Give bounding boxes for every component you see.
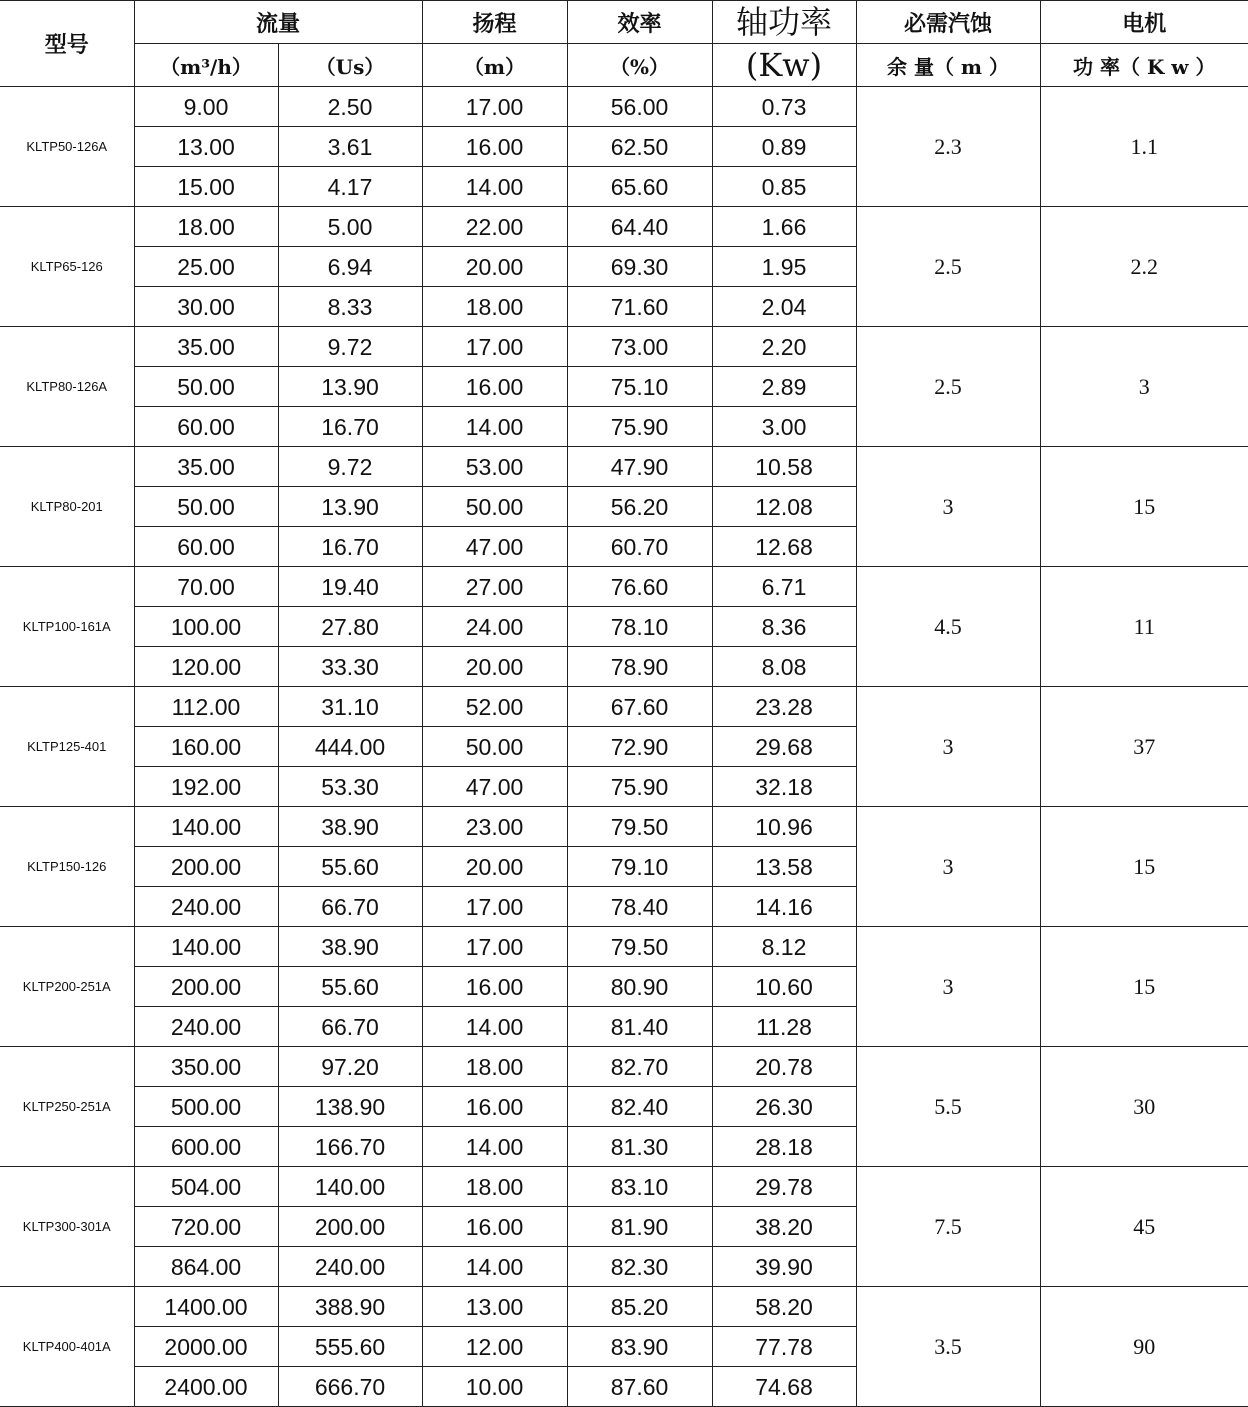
table-header: [0, 1, 1248, 87]
npsh-cell: 4.5: [856, 567, 1040, 687]
head-cell: 22.00: [422, 207, 567, 247]
head-cell: 12.00: [422, 1327, 567, 1367]
shaft-power-cell: 20.78: [712, 1047, 856, 1087]
flow-ls-cell: 2.50: [278, 87, 422, 127]
model-cell: KLTP150-126: [0, 807, 134, 927]
flow-ls-cell: 66.70: [278, 887, 422, 927]
header-flow-unit-m3h: （m³/h）: [134, 44, 278, 87]
flow-m3h-cell: 200.00: [134, 847, 278, 887]
flow-ls-cell: 140.00: [278, 1167, 422, 1207]
efficiency-cell: 83.10: [567, 1167, 712, 1207]
efficiency-cell: 75.90: [567, 407, 712, 447]
efficiency-cell: 64.40: [567, 207, 712, 247]
flow-m3h-cell: 504.00: [134, 1167, 278, 1207]
flow-ls-cell: 55.60: [278, 847, 422, 887]
motor-power-cell: 15: [1040, 807, 1248, 927]
efficiency-cell: 82.30: [567, 1247, 712, 1287]
flow-ls-cell: 33.30: [278, 647, 422, 687]
motor-power-cell: 30: [1040, 1047, 1248, 1167]
flow-ls-cell: 13.90: [278, 367, 422, 407]
motor-power-cell: 90: [1040, 1287, 1248, 1407]
head-cell: 47.00: [422, 767, 567, 807]
flow-m3h-cell: 70.00: [134, 567, 278, 607]
head-cell: 17.00: [422, 87, 567, 127]
flow-ls-cell: 13.90: [278, 487, 422, 527]
efficiency-cell: 69.30: [567, 247, 712, 287]
shaft-power-cell: 28.18: [712, 1127, 856, 1167]
shaft-power-cell: 6.71: [712, 567, 856, 607]
flow-m3h-cell: 240.00: [134, 887, 278, 927]
header-head-unit: （m）: [422, 44, 567, 87]
shaft-power-cell: 29.78: [712, 1167, 856, 1207]
flow-m3h-cell: 350.00: [134, 1047, 278, 1087]
table-row: [0, 687, 1248, 727]
efficiency-cell: 78.10: [567, 607, 712, 647]
flow-m3h-cell: 100.00: [134, 607, 278, 647]
npsh-cell: 2.3: [856, 87, 1040, 207]
flow-ls-cell: 8.33: [278, 287, 422, 327]
flow-m3h-cell: 18.00: [134, 207, 278, 247]
table-row: [0, 567, 1248, 607]
efficiency-cell: 67.60: [567, 687, 712, 727]
npsh-cell: 7.5: [856, 1167, 1040, 1287]
shaft-power-cell: 10.58: [712, 447, 856, 487]
flow-ls-cell: 19.40: [278, 567, 422, 607]
flow-ls-cell: 4.17: [278, 167, 422, 207]
head-cell: 47.00: [422, 527, 567, 567]
shaft-power-cell: 11.28: [712, 1007, 856, 1047]
header-shaft-power-unit: (Kw): [712, 44, 856, 87]
shaft-power-cell: 38.20: [712, 1207, 856, 1247]
table-row: [0, 447, 1248, 487]
shaft-power-cell: 8.12: [712, 927, 856, 967]
flow-ls-cell: 97.20: [278, 1047, 422, 1087]
head-cell: 17.00: [422, 327, 567, 367]
efficiency-cell: 79.10: [567, 847, 712, 887]
head-cell: 14.00: [422, 1127, 567, 1167]
head-cell: 53.00: [422, 447, 567, 487]
head-cell: 20.00: [422, 847, 567, 887]
head-cell: 16.00: [422, 967, 567, 1007]
flow-m3h-cell: 9.00: [134, 87, 278, 127]
model-cell: KLTP300-301A: [0, 1167, 134, 1287]
shaft-power-cell: 14.16: [712, 887, 856, 927]
flow-m3h-cell: 1400.00: [134, 1287, 278, 1327]
flow-ls-cell: 66.70: [278, 1007, 422, 1047]
motor-power-cell: 3: [1040, 327, 1248, 447]
model-cell: KLTP250-251A: [0, 1047, 134, 1167]
efficiency-cell: 71.60: [567, 287, 712, 327]
table-row: [0, 207, 1248, 247]
flow-m3h-cell: 140.00: [134, 927, 278, 967]
flow-ls-cell: 5.00: [278, 207, 422, 247]
shaft-power-cell: 3.00: [712, 407, 856, 447]
efficiency-cell: 65.60: [567, 167, 712, 207]
head-cell: 14.00: [422, 1007, 567, 1047]
model-cell: KLTP125-401: [0, 687, 134, 807]
table-body: [0, 87, 1248, 1407]
shaft-power-cell: 10.60: [712, 967, 856, 1007]
model-cell: KLTP65-126: [0, 207, 134, 327]
flow-ls-cell: 3.61: [278, 127, 422, 167]
table-row: [0, 1287, 1248, 1327]
shaft-power-cell: 26.30: [712, 1087, 856, 1127]
table-row: [0, 1047, 1248, 1087]
flow-m3h-cell: 60.00: [134, 527, 278, 567]
flow-ls-cell: 16.70: [278, 527, 422, 567]
flow-m3h-cell: 2400.00: [134, 1367, 278, 1407]
flow-ls-cell: 240.00: [278, 1247, 422, 1287]
flow-ls-cell: 53.30: [278, 767, 422, 807]
flow-ls-cell: 16.70: [278, 407, 422, 447]
npsh-cell: 3: [856, 927, 1040, 1047]
efficiency-cell: 87.60: [567, 1367, 712, 1407]
efficiency-cell: 76.60: [567, 567, 712, 607]
npsh-cell: 2.5: [856, 327, 1040, 447]
flow-ls-cell: 166.70: [278, 1127, 422, 1167]
flow-ls-cell: 31.10: [278, 687, 422, 727]
efficiency-cell: 78.90: [567, 647, 712, 687]
table-row: [0, 807, 1248, 847]
motor-power-cell: 2.2: [1040, 207, 1248, 327]
shaft-power-cell: 0.73: [712, 87, 856, 127]
efficiency-cell: 85.20: [567, 1287, 712, 1327]
flow-m3h-cell: 25.00: [134, 247, 278, 287]
table-row: [0, 927, 1248, 967]
shaft-power-cell: 74.68: [712, 1367, 856, 1407]
head-cell: 16.00: [422, 1087, 567, 1127]
flow-m3h-cell: 140.00: [134, 807, 278, 847]
flow-m3h-cell: 35.00: [134, 447, 278, 487]
shaft-power-cell: 2.89: [712, 367, 856, 407]
header-shaft-power: 轴功率: [712, 1, 856, 44]
head-cell: 24.00: [422, 607, 567, 647]
efficiency-cell: 79.50: [567, 807, 712, 847]
shaft-power-cell: 1.66: [712, 207, 856, 247]
efficiency-cell: 56.20: [567, 487, 712, 527]
flow-m3h-cell: 35.00: [134, 327, 278, 367]
shaft-power-cell: 10.96: [712, 807, 856, 847]
efficiency-cell: 83.90: [567, 1327, 712, 1367]
head-cell: 13.00: [422, 1287, 567, 1327]
efficiency-cell: 79.50: [567, 927, 712, 967]
shaft-power-cell: 0.89: [712, 127, 856, 167]
flow-m3h-cell: 864.00: [134, 1247, 278, 1287]
table-row: [0, 327, 1248, 367]
shaft-power-cell: 13.58: [712, 847, 856, 887]
npsh-cell: 3: [856, 687, 1040, 807]
flow-m3h-cell: 30.00: [134, 287, 278, 327]
model-cell: KLTP50-126A: [0, 87, 134, 207]
shaft-power-cell: 39.90: [712, 1247, 856, 1287]
efficiency-cell: 80.90: [567, 967, 712, 1007]
head-cell: 20.00: [422, 647, 567, 687]
efficiency-cell: 75.10: [567, 367, 712, 407]
efficiency-cell: 73.00: [567, 327, 712, 367]
shaft-power-cell: 12.08: [712, 487, 856, 527]
model-cell: KLTP200-251A: [0, 927, 134, 1047]
motor-power-cell: 37: [1040, 687, 1248, 807]
head-cell: 14.00: [422, 1247, 567, 1287]
head-cell: 18.00: [422, 287, 567, 327]
efficiency-cell: 72.90: [567, 727, 712, 767]
shaft-power-cell: 29.68: [712, 727, 856, 767]
head-cell: 14.00: [422, 167, 567, 207]
efficiency-cell: 82.70: [567, 1047, 712, 1087]
shaft-power-cell: 77.78: [712, 1327, 856, 1367]
efficiency-cell: 81.90: [567, 1207, 712, 1247]
flow-ls-cell: 666.70: [278, 1367, 422, 1407]
header-flow: 流量: [134, 1, 422, 44]
flow-ls-cell: 27.80: [278, 607, 422, 647]
flow-m3h-cell: 500.00: [134, 1087, 278, 1127]
flow-ls-cell: 200.00: [278, 1207, 422, 1247]
flow-m3h-cell: 240.00: [134, 1007, 278, 1047]
header-efficiency-unit: （%）: [567, 44, 712, 87]
shaft-power-cell: 0.85: [712, 167, 856, 207]
efficiency-cell: 78.40: [567, 887, 712, 927]
head-cell: 10.00: [422, 1367, 567, 1407]
flow-m3h-cell: 160.00: [134, 727, 278, 767]
shaft-power-cell: 8.08: [712, 647, 856, 687]
head-cell: 17.00: [422, 927, 567, 967]
header-motor-unit: 功 率（ K w ）: [1040, 44, 1248, 87]
flow-m3h-cell: 15.00: [134, 167, 278, 207]
flow-m3h-cell: 2000.00: [134, 1327, 278, 1367]
head-cell: 23.00: [422, 807, 567, 847]
flow-m3h-cell: 192.00: [134, 767, 278, 807]
header-efficiency: 效率: [567, 1, 712, 44]
head-cell: 18.00: [422, 1167, 567, 1207]
flow-ls-cell: 9.72: [278, 327, 422, 367]
flow-m3h-cell: 50.00: [134, 367, 278, 407]
efficiency-cell: 47.90: [567, 447, 712, 487]
flow-ls-cell: 6.94: [278, 247, 422, 287]
efficiency-cell: 60.70: [567, 527, 712, 567]
efficiency-cell: 81.30: [567, 1127, 712, 1167]
header-model: 型号: [0, 1, 134, 87]
head-cell: 50.00: [422, 727, 567, 767]
head-cell: 27.00: [422, 567, 567, 607]
header-npsh-unit: 余 量（ m ）: [856, 44, 1040, 87]
shaft-power-cell: 2.20: [712, 327, 856, 367]
model-cell: KLTP80-126A: [0, 327, 134, 447]
head-cell: 16.00: [422, 127, 567, 167]
flow-ls-cell: 555.60: [278, 1327, 422, 1367]
flow-m3h-cell: 720.00: [134, 1207, 278, 1247]
shaft-power-cell: 8.36: [712, 607, 856, 647]
flow-ls-cell: 9.72: [278, 447, 422, 487]
head-cell: 14.00: [422, 407, 567, 447]
motor-power-cell: 15: [1040, 447, 1248, 567]
head-cell: 16.00: [422, 1207, 567, 1247]
shaft-power-cell: 1.95: [712, 247, 856, 287]
npsh-cell: 3: [856, 447, 1040, 567]
flow-m3h-cell: 50.00: [134, 487, 278, 527]
npsh-cell: 5.5: [856, 1047, 1040, 1167]
header-flow-unit-ls: （Us）: [278, 44, 422, 87]
flow-ls-cell: 388.90: [278, 1287, 422, 1327]
flow-m3h-cell: 120.00: [134, 647, 278, 687]
model-cell: KLTP80-201: [0, 447, 134, 567]
efficiency-cell: 56.00: [567, 87, 712, 127]
header-motor: 电机: [1040, 1, 1248, 44]
motor-power-cell: 11: [1040, 567, 1248, 687]
table-row: [0, 1167, 1248, 1207]
flow-m3h-cell: 13.00: [134, 127, 278, 167]
shaft-power-cell: 23.28: [712, 687, 856, 727]
head-cell: 50.00: [422, 487, 567, 527]
head-cell: 17.00: [422, 887, 567, 927]
efficiency-cell: 82.40: [567, 1087, 712, 1127]
head-cell: 20.00: [422, 247, 567, 287]
flow-m3h-cell: 200.00: [134, 967, 278, 1007]
shaft-power-cell: 12.68: [712, 527, 856, 567]
flow-ls-cell: 444.00: [278, 727, 422, 767]
flow-m3h-cell: 112.00: [134, 687, 278, 727]
efficiency-cell: 81.40: [567, 1007, 712, 1047]
head-cell: 52.00: [422, 687, 567, 727]
motor-power-cell: 1.1: [1040, 87, 1248, 207]
flow-ls-cell: 138.90: [278, 1087, 422, 1127]
head-cell: 18.00: [422, 1047, 567, 1087]
flow-ls-cell: 38.90: [278, 927, 422, 967]
flow-m3h-cell: 600.00: [134, 1127, 278, 1167]
shaft-power-cell: 58.20: [712, 1287, 856, 1327]
model-cell: KLTP100-161A: [0, 567, 134, 687]
npsh-cell: 3: [856, 807, 1040, 927]
header-npsh: 必需汽蚀: [856, 1, 1040, 44]
flow-ls-cell: 38.90: [278, 807, 422, 847]
model-cell: KLTP400-401A: [0, 1287, 134, 1407]
flow-m3h-cell: 60.00: [134, 407, 278, 447]
shaft-power-cell: 32.18: [712, 767, 856, 807]
flow-ls-cell: 55.60: [278, 967, 422, 1007]
head-cell: 16.00: [422, 367, 567, 407]
motor-power-cell: 15: [1040, 927, 1248, 1047]
shaft-power-cell: 2.04: [712, 287, 856, 327]
efficiency-cell: 75.90: [567, 767, 712, 807]
table-row: [0, 87, 1248, 127]
motor-power-cell: 45: [1040, 1167, 1248, 1287]
efficiency-cell: 62.50: [567, 127, 712, 167]
npsh-cell: 2.5: [856, 207, 1040, 327]
header-head: 扬程: [422, 1, 567, 44]
npsh-cell: 3.5: [856, 1287, 1040, 1407]
